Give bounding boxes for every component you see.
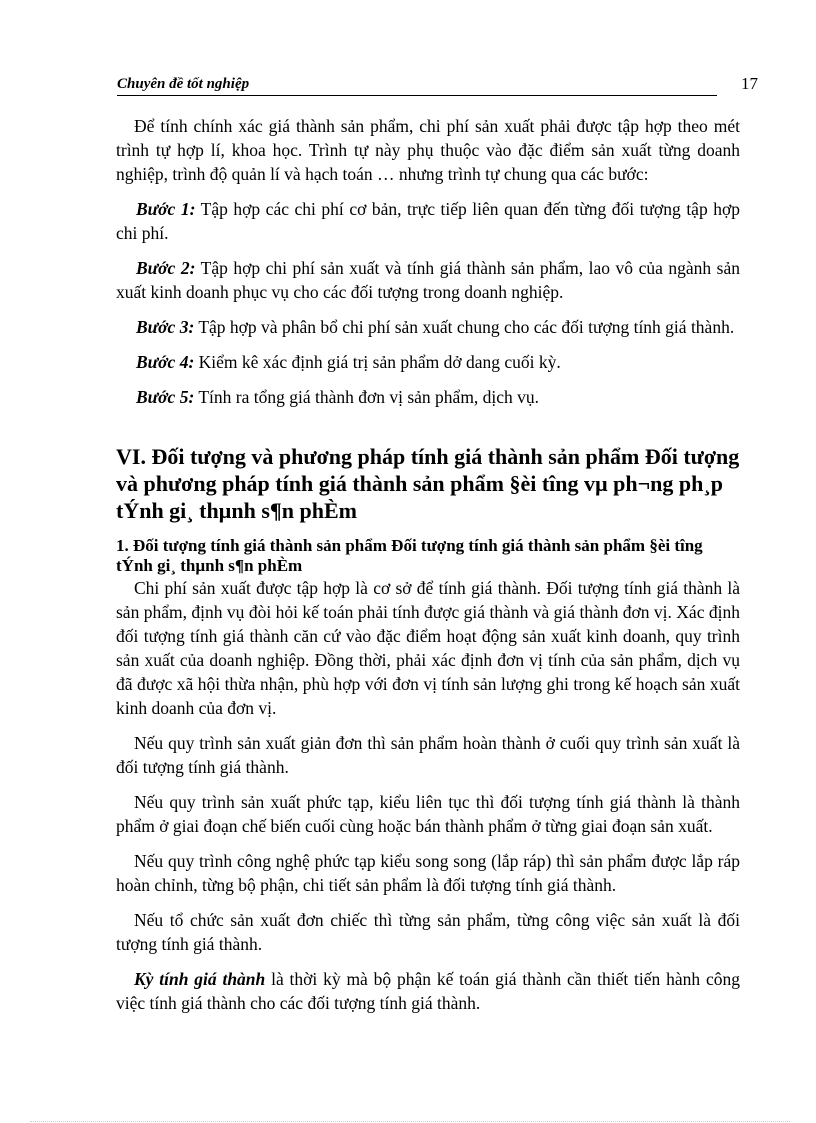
step-5-text: Tính ra tổng giá thành đơn vị sản phẩm, dịch vụ. [194,387,540,407]
step-1 [116,197,740,245]
step-3-text: Tập hợp và phân bổ chi phí sản xuất chung cho các đối tượng tính giá thành. [194,317,735,337]
step-1-label: Bước 1: [136,199,196,219]
step-5-label: Bước 5: [136,387,195,407]
page-number: 17 [741,74,758,93]
intro-paragraph: Để tính chính xác giá thành sản phẩm, chi phí sản xuất phải được tập hợp theo mét trình tự hợp lí, khoa học. Trình tự này phụ thuộc vào đặc điểm sản xuất từng doanh nghiệp, trình độ quản lí và hạch toán … nhưng trình tự chung qua các bước: [116,116,740,184]
page-bottom-border [30,1121,790,1122]
step-4 [116,350,740,374]
header-divider [117,95,717,96]
body-paragraph-1: Chi phí sản xuất được tập hợp là cơ sở để tính giá thành. Đối tượng tính giá thành là sản phẩm, định vụ đòi hỏi kế toán phải tính được giá thành và giá thành đơn vị. Xác định đối tượng tính giá thành căn cứ vào đặc điểm hoạt động sản xuất kinh doanh, quy trình sản xuất của doanh nghiệp. Đồng thời, phải xác định đơn vị tính của sản phẩm, dịch vụ đã được xã hội thừa nhận, phù hợp với đơn vị tính sản lượng ghi trong kế hoạch sản xuất kinh doanh của đơn vị. [116,578,740,718]
document-body [116,114,740,1015]
section-heading: VI. Đối tượng và phương pháp tính giá thành sản phẩm Đối tượng và phương pháp tính giá thành sản phẩm §èi tîng vµ ph¬ng ph¸p tÝnh gi¸ thµnh s¶n phÈm [116,444,740,523]
step-5 [116,385,740,409]
step-2 [116,256,740,304]
closing-term: Kỳ tính giá thành [134,969,266,989]
header-title: Chuyên đề tốt nghiệp [117,76,250,92]
sub-heading: 1. Đối tượng tính giá thành sản phẩm Đối tượng tính giá thành sản phẩm §èi tîng tÝnh gi¸ thµnh s¶n phÈm [116,536,703,575]
step-2-label: Bước 2: [136,258,196,278]
step-3 [116,315,740,339]
step-4-label: Bước 4: [136,352,195,372]
step-2-text: Tập hợp chi phí sản xuất và tính giá thành sản phẩm, lao vô của ngành sản xuất kinh doanh phục vụ cho các đối tượng trong doanh nghiệp. [116,258,740,302]
page-header [117,72,758,98]
closing-paragraph [116,967,740,1015]
step-1-text: Tập hợp các chi phí cơ bản, trực tiếp liên quan đến từng đối tượng tập hợp chi phí. [116,199,740,243]
body-paragraph-3: Nếu quy trình sản xuất phức tạp, kiểu liên tục thì đối tượng tính giá thành là thành phẩm ở giai đoạn chế biến cuối cùng hoặc bán thành phẩm ở từng giai đoạn sản xuất. [116,792,740,836]
body-paragraph-4: Nếu quy trình công nghệ phức tạp kiểu song song (lắp ráp) thì sản phẩm được lắp ráp hoàn chỉnh, từng bộ phận, chi tiết sản phẩm là đối tượng tính giá thành. [116,851,740,895]
step-4-text: Kiểm kê xác định giá trị sản phẩm dở dang cuối kỳ. [194,352,561,372]
step-3-label: Bước 3: [136,317,195,337]
body-paragraph-5: Nếu tổ chức sản xuất đơn chiếc thì từng sản phẩm, từng công việc sản xuất là đối tượng tính giá thành. [116,910,740,954]
closing-text: là thời kỳ mà bộ phận kế toán giá thành cần thiết tiến hành công việc tính giá thành cho các đối tượng tính giá thành. [116,969,740,1013]
body-paragraph-2: Nếu quy trình sản xuất giản đơn thì sản phẩm hoàn thành ở cuối quy trình sản xuất là đối tượng tính giá thành. [116,733,740,777]
